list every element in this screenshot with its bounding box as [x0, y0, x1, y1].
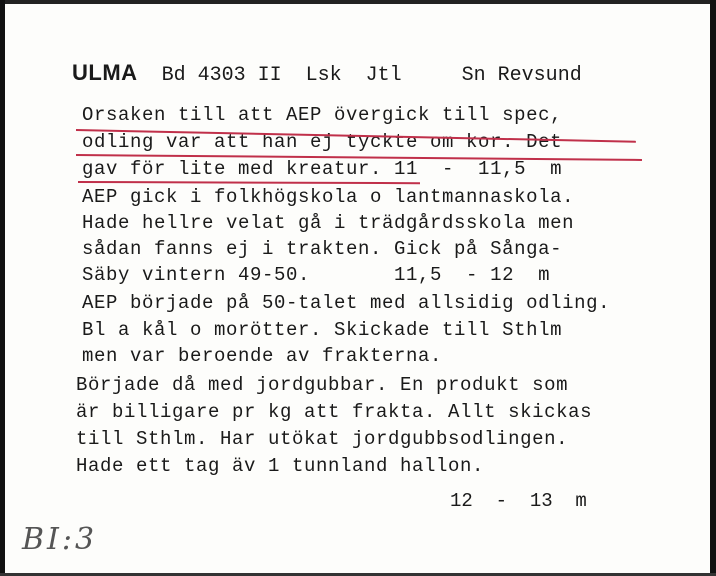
- text-line-7: Säby vintern 49-50. 11,5 - 12 m: [82, 264, 551, 286]
- header-area: Lsk: [305, 64, 342, 87]
- red-underline-3: [78, 181, 420, 184]
- text-line-12: är billigare pr kg att frakta. Allt skickas: [76, 401, 593, 423]
- text-line-3: gav för lite med kreatur. 11 - 11,5 m: [82, 158, 563, 180]
- scan-edge-left: [0, 0, 5, 576]
- text-line-9: Bl a kål o morötter. Skickade till Sthlm: [82, 319, 563, 341]
- header-region: Jtl: [365, 64, 402, 87]
- scan-edge-right: [710, 0, 716, 576]
- text-line-1: Orsaken till att AEP övergick till spec,: [82, 104, 563, 126]
- final-measure: 12 - 13 m: [450, 490, 587, 512]
- text-line-6: sådan fanns ej i trakten. Gick på Sånga-: [82, 238, 563, 260]
- text-line-2: odling var att han ej tyckte om kor. Det: [82, 131, 563, 153]
- text-line-13: till Sthlm. Har utökat jordgubbsodlingen.: [76, 428, 569, 450]
- text-line-4: AEP gick i folkhögskola o lantmannaskola.: [82, 186, 575, 208]
- text-line-11: Började då med jordgubbar. En produkt som: [76, 374, 569, 396]
- text-line-8: AEP började på 50-talet med allsidig odling.: [82, 292, 611, 314]
- text-line-14: Hade ett tag äv 1 tunnland hallon.: [76, 455, 485, 477]
- header-ref: Bd 4303 II: [161, 64, 282, 87]
- scan-edge-top: [0, 0, 716, 4]
- card-header: [72, 60, 582, 87]
- header-name: ULMA: [72, 60, 138, 85]
- text-line-10: men var beroende av frakterna.: [82, 345, 443, 367]
- header-parish: Sn Revsund: [461, 64, 582, 87]
- handwritten-signature: BI:3: [22, 522, 98, 557]
- text-line-5: Hade hellre velat gå i trädgårdsskola men: [82, 212, 575, 234]
